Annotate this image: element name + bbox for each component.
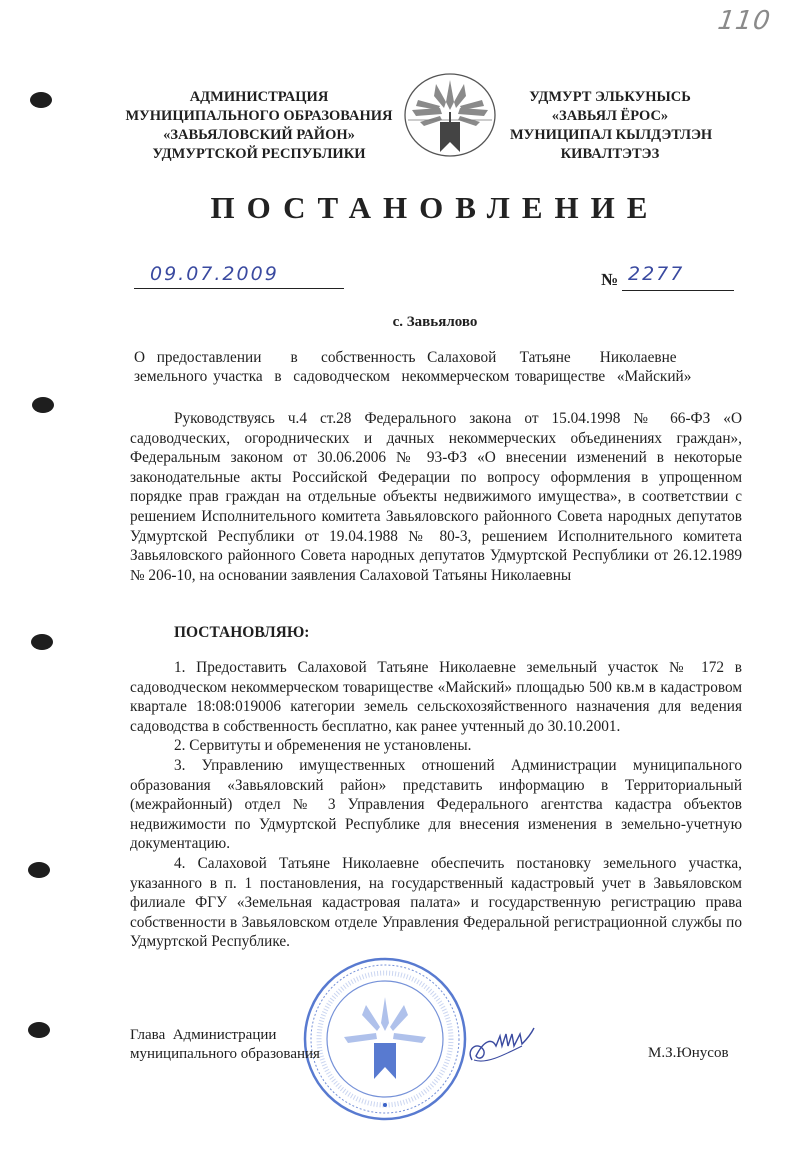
- coat-of-arms-emblem: [402, 72, 498, 158]
- header-right-line: УДМУРТ ЭЛЬКУНЫСЬ: [529, 89, 691, 105]
- number-label: №: [601, 270, 619, 289]
- decree-item: 1. Предоставить Салаховой Татьяне Николаевне земельный участок № 172 в садоводческом некоммерческом товариществе «Майский» площадью 500 кв.м в кадастровом квартале 18:08:019006 категории земель сельскохозяйственного назначения для ведения садоводства в собственность бесплатно, как ранее учтенный до 30.10.2001.: [130, 659, 742, 735]
- decree-items: [130, 658, 742, 952]
- header-left-line: АДМИНИСТРАЦИЯ: [189, 89, 329, 105]
- decree-item: 3. Управлению имущественных отношений Администрации муниципального образования «Завьяловский район» представить информацию в Территориальный (межрайонный) отдел № 3 Управления Федерального агентства кадастра объектов недвижимости по Удмуртской Республике для внесения изменения в земельно-учетную документацию.: [130, 756, 742, 853]
- signatory-position: [130, 1026, 320, 1064]
- header-left-line: «ЗАВЬЯЛОВСКИЙ РАЙОН»: [163, 127, 355, 143]
- document-title: ПОСТАНОВЛЕНИЕ: [210, 190, 660, 225]
- decree-heading: ПОСТАНОВЛЯЮ:: [174, 624, 310, 641]
- punch-hole: [31, 634, 53, 650]
- header-left-line: МУНИЦИПАЛЬНОГО ОБРАЗОВАНИЯ: [125, 108, 393, 124]
- header-left: [118, 88, 400, 164]
- signatory-name: М.З.Юнусов: [648, 1045, 729, 1061]
- official-stamp-icon: [300, 955, 470, 1123]
- subject-line: земельного участка в садоводческом некоммерческом товариществе «Майский»: [134, 368, 692, 385]
- header-right-line: «ЗАВЬЯЛ ЁРОС»: [551, 108, 669, 124]
- document-subject: [134, 348, 754, 386]
- header-left-line: УДМУРТСКОЙ РЕСПУБЛИКИ: [152, 146, 366, 162]
- page-number: 110: [715, 6, 773, 36]
- header-right: [510, 88, 713, 164]
- document-number: 2277: [628, 263, 685, 285]
- subject-line: О предоставлении в собственность Салаховой Татьяне Николаевне: [134, 349, 677, 366]
- punch-hole: [28, 1022, 50, 1038]
- handwritten-signature-icon: [462, 1020, 542, 1070]
- decree-item: 4. Салаховой Татьяне Николаевне обеспечить постановку земельного участка, указанного в п. 1 постановления, на государственный кадастровый учет в Завьяловском филиале ФГУ «Земельная кадастровая палата» и государственную регистрацию права собственности в Завьяловском отделе Управления Федеральной регистрационной службы по Удмуртской Республике.: [130, 854, 742, 951]
- signatory-position-line: муниципального образования: [130, 1046, 320, 1062]
- header-right-line: КИВАЛТЭТЭЗ: [560, 146, 660, 162]
- punch-hole: [28, 862, 50, 878]
- preamble-paragraph: Руководствуясь ч.4 ст.28 Федерального закона от 15.04.1998 № 66-ФЗ «О садоводческих, огороднических и дачных некоммерческих объединениях граждан», Федеральным законом от 30.06.2006 № 93-ФЗ «О внесении изменений в некоторые законодательные акты Российской Федерации по вопросу оформления в упрощенном порядке прав граждан на отдельные объекты недвижимого имущества», в соответствии с решением Исполнительного комитета Завьяловского районного Совета народных депутатов Удмуртской Республики от 19.04.1988 № 80-3, решением Исполнительного комитета Завьяловского районного Совета народных депутатов Удмуртской Республики от 26.12.1989 № 206-10, на основании заявления Салаховой Татьяны Николаевны: [130, 410, 742, 584]
- document-place: с. Завьялово: [392, 314, 478, 330]
- punch-hole: [32, 397, 54, 413]
- punch-hole: [30, 92, 52, 108]
- document-date: 09.07.2009: [150, 263, 279, 285]
- header-right-line: МУНИЦИПАЛ КЫЛДЭТЛЭН: [510, 127, 713, 143]
- signatory-position-line: Глава Администрации: [130, 1027, 277, 1043]
- decree-item: 2. Сервитуты и обременения не установлены.: [174, 737, 472, 755]
